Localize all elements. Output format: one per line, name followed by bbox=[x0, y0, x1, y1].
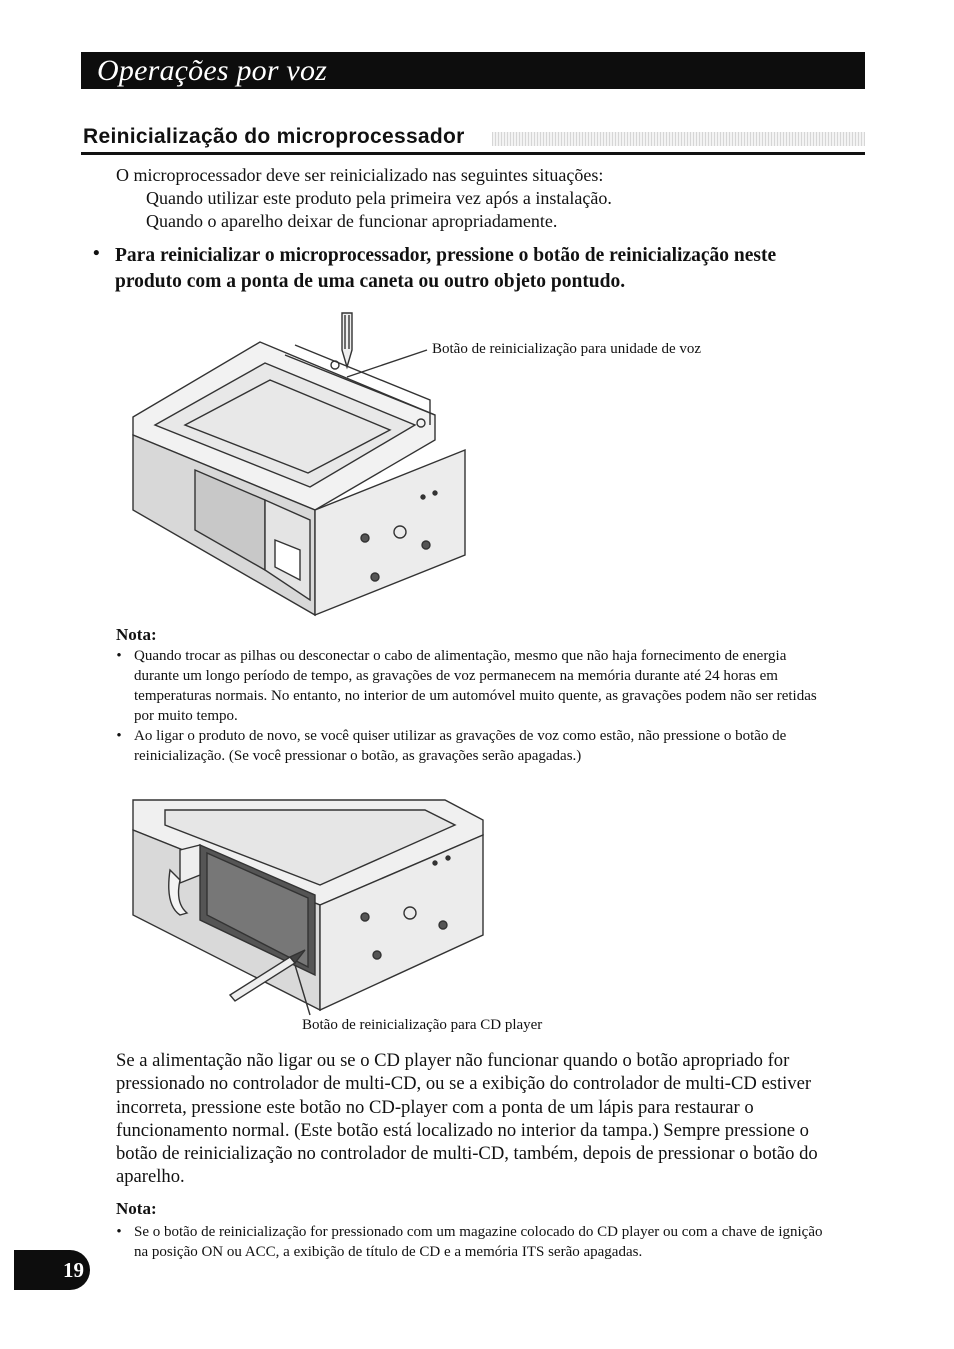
page-number: 19 bbox=[63, 1258, 84, 1282]
figure-caption: Botão de reinicialização para CD player bbox=[302, 1017, 543, 1033]
note-bullet: • bbox=[116, 648, 122, 664]
note-item: Se o botão de reinicialização for pressionado com um magazine colocado do CD player ou com a chave de ignição na posição ON ou ACC, a exibição de título de CD e a memória ITS serão apagadas. bbox=[134, 1224, 823, 1260]
situation-item: Quando utilizar este produto pela primeira vez após a instalação. bbox=[146, 188, 612, 208]
instruction-bullet: • bbox=[93, 243, 100, 264]
note-bullet: • bbox=[116, 728, 122, 744]
note-label: Nota: bbox=[116, 1199, 157, 1218]
cd-player-illustration bbox=[125, 795, 490, 1020]
intro-text: O microprocessador deve ser reinicializado nas seguintes situações: bbox=[116, 165, 604, 185]
note-label: Nota: bbox=[116, 625, 157, 644]
note-item: Quando trocar as pilhas ou desconectar o cabo de alimentação, mesmo que não haja fornecimento de energia durante um longo período de tempo, as gravações de voz permanecem na memória durante até 24 horas em temperaturas normais. No entanto, no interior de um automóvel muito quente, as gravações podem não ser retidas por muito tempo. bbox=[134, 648, 817, 724]
body-paragraph: Se a alimentação não ligar ou se o CD player não funcionar quando o botão apropriado for pressionado no controlador de multi-CD, ou se a exibição do controlador de multi-CD estiver incorreta, pressione este botão no CD-player com a ponta de um lápis para restaurar o funcionamento normal. (Este botão está localizado no interior da tampa.) Sempre pressione o botão de reinicialização no controlador de multi-CD, também, depois de pressionar o botão do aparelho. bbox=[116, 1050, 818, 1188]
figure-caption: Botão de reinicialização para unidade de voz bbox=[432, 341, 702, 357]
instruction-text: Para reinicializar o microprocessador, pressione o botão de reinicialização neste produto com a ponta de uma caneta ou outro objeto pontudo. bbox=[115, 245, 777, 292]
note-item: Ao ligar o produto de novo, se você quiser utilizar as gravações de voz como estão, não pressione o botão de reinicialização. (Se você pressionar o botão, as gravações serão apagadas.) bbox=[134, 728, 787, 764]
section-title: Reinicialização do microprocessador bbox=[83, 125, 465, 148]
note-bullet: • bbox=[116, 1224, 122, 1240]
voice-unit-illustration bbox=[125, 305, 475, 625]
page-header-title: Operações por voz bbox=[97, 54, 328, 87]
situation-item: Quando o aparelho deixar de funcionar apropriadamente. bbox=[146, 211, 558, 231]
section-rule bbox=[81, 152, 865, 155]
section-title-stripe bbox=[492, 132, 865, 146]
